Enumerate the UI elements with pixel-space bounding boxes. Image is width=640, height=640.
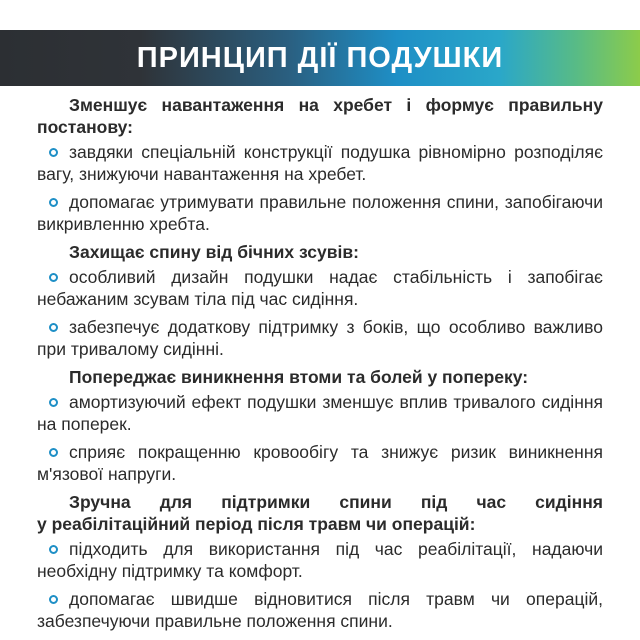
list-item [37,441,603,485]
list-item [37,266,603,310]
section-heading [37,491,603,535]
section-side-shift [37,241,603,360]
bullet-dot-icon [49,398,58,407]
list-item [37,588,603,632]
list-item-text: особливий дизайн подушки надає стабільність і запобігає небажаним зсувам тіла під час сидіння. [37,267,603,309]
section-heading-line2: у реабілітаційний період після травм чи операцій: [37,514,476,534]
list-item [37,191,603,235]
section-fatigue [37,366,603,485]
section-heading: Попереджає виникнення втоми та болей у попереку: [69,367,529,387]
bullet-dot-icon [49,595,58,604]
list-item-text: сприяє покращенню кровообігу та знижує ризик виникнення м'язової напруги. [37,442,603,484]
list-item-text: амортизуючий ефект подушки зменшує вплив тривалого сидіння на поперек. [37,392,603,434]
section-heading-line1: Зручна для підтримки спини під час сидіння [69,492,603,512]
list-item [37,316,603,360]
bullet-dot-icon [49,148,58,157]
title-banner [0,30,640,86]
page-title: ПРИНЦИП ДІЇ ПОДУШКИ [136,41,504,74]
bullet-dot-icon [49,323,58,332]
section-heading: Зменшує навантаження на хребет і формує правильну постанову: [37,95,603,137]
section-spine-load [37,94,603,235]
content [37,94,603,638]
list-item-text: завдяки спеціальній конструкції подушка рівномірно розподіляє вагу, знижуючи навантаження на хребет. [37,142,603,184]
section-rehabilitation [37,491,603,632]
bullet-dot-icon [49,545,58,554]
bullet-dot-icon [49,448,58,457]
bullet-dot-icon [49,273,58,282]
list-item-text: допомагає утримувати правильне положення спини, запобігаючи викривленню хребта. [37,192,603,234]
list-item [37,538,603,582]
list-item-text: допомагає швидше відновитися після травм чи операцій, забезпечуючи правильне положення спини. [37,589,603,631]
list-item-text: забезпечує додаткову підтримку з боків, що особливо важливо при тривалому сидінні. [37,317,603,359]
section-heading: Захищає спину від бічних зсувів: [69,242,359,262]
list-item [37,391,603,435]
list-item [37,141,603,185]
bullet-dot-icon [49,198,58,207]
list-item-text: підходить для використання під час реабілітації, надаючи необхідну підтримку та комфорт. [37,539,603,581]
